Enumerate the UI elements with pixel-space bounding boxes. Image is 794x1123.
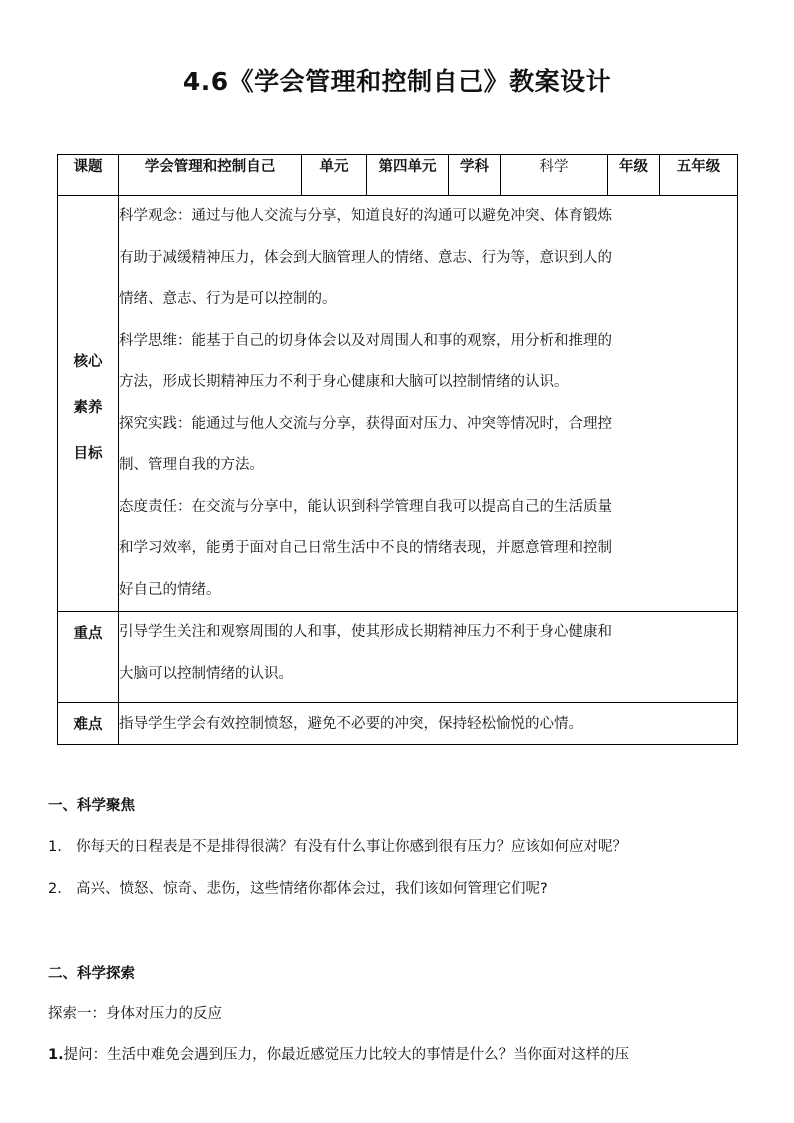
key-point-label: 重点 xyxy=(58,612,119,703)
question-line xyxy=(48,1043,748,1064)
difficulty-label: 难点 xyxy=(58,703,119,745)
item-number: 1. xyxy=(48,839,62,855)
difficulty-row xyxy=(58,703,738,745)
core-line: 情绪、意志、行为是可以控制的。 xyxy=(119,291,337,307)
item-text: 高兴、愤怒、惊奇、悲伤，这些情绪你都体会过，我们该如何管理它们呢? xyxy=(76,881,548,897)
table-header-row xyxy=(58,155,738,196)
core-goals-row xyxy=(58,196,738,612)
grade-value: 五年级 xyxy=(660,155,738,196)
core-line: 科学观念：通过与他人交流与分享，知道良好的沟通可以避免冲突、体育锻炼 xyxy=(119,208,612,224)
unit-value: 第四单元 xyxy=(367,155,449,196)
key-line: 大脑可以控制情绪的认识。 xyxy=(119,665,293,682)
item-number: 2. xyxy=(48,881,62,897)
key-point-content xyxy=(119,612,738,703)
core-line: 方法，形成长期精神压力不利于身心健康和大脑可以控制情绪的认识。 xyxy=(119,374,569,390)
section-heading-explore: 二、科学探索 xyxy=(48,966,135,982)
question-text: 提问：生活中难免会遇到压力，你最近感觉压力比较大的事情是什么？当你面对这样的压 xyxy=(63,1047,630,1063)
subject-value: 科学 xyxy=(501,155,608,196)
core-line: 有助于减缓精神压力，体会到大脑管理人的情绪、意志、行为等，意识到人的 xyxy=(119,249,612,266)
focus-item xyxy=(48,877,748,898)
core-line: 态度责任：在交流与分享中，能认识到科学管理自我可以提高自己的生活质量 xyxy=(119,498,612,515)
question-number: 1. xyxy=(48,1047,64,1063)
core-label-line: 核心 xyxy=(73,353,103,370)
difficulty-content: 指导学生学会有效控制愤怒，避免不必要的冲突，保持轻松愉悦的心情。 xyxy=(119,703,738,745)
core-goals-content xyxy=(119,196,738,612)
subject-label: 学科 xyxy=(449,155,501,196)
core-goals-label xyxy=(58,196,119,612)
key-point-row xyxy=(58,612,738,703)
section-heading-focus: 一、科学聚焦 xyxy=(48,798,135,814)
core-line: 科学思维：能基于自己的切身体会以及对周围人和事的观察，用分析和推理的 xyxy=(119,332,612,349)
core-label-line: 素养 xyxy=(73,399,103,416)
unit-label: 单元 xyxy=(302,155,367,196)
explore-title: 探索一：身体对压力的反应 xyxy=(48,1006,222,1022)
item-text: 你每天的日程表是不是排得很满？有没有什么事让你感到很有压力？应该如何应对呢？ xyxy=(76,839,627,855)
focus-item xyxy=(48,835,748,856)
topic-label: 课题 xyxy=(58,155,119,196)
core-line: 探究实践：能通过与他人交流与分享，获得面对压力、冲突等情况时，合理控 xyxy=(119,415,612,432)
core-label-line: 目标 xyxy=(73,445,103,462)
page-title: 4.6《学会管理和控制自己》教案设计 xyxy=(182,67,612,96)
lesson-plan-table xyxy=(57,154,738,745)
core-line: 和学习效率，能勇于面对自己日常生活中不良的情绪表现，并愿意管理和控制 xyxy=(119,540,612,556)
key-line: 引导学生关注和观察周围的人和事，使其形成长期精神压力不利于身心健康和 xyxy=(119,624,612,640)
grade-label: 年级 xyxy=(608,155,660,196)
core-line: 好自己的情绪。 xyxy=(119,581,221,598)
topic-value: 学会管理和控制自己 xyxy=(119,155,302,196)
core-line: 制、管理自我的方法。 xyxy=(119,457,264,473)
